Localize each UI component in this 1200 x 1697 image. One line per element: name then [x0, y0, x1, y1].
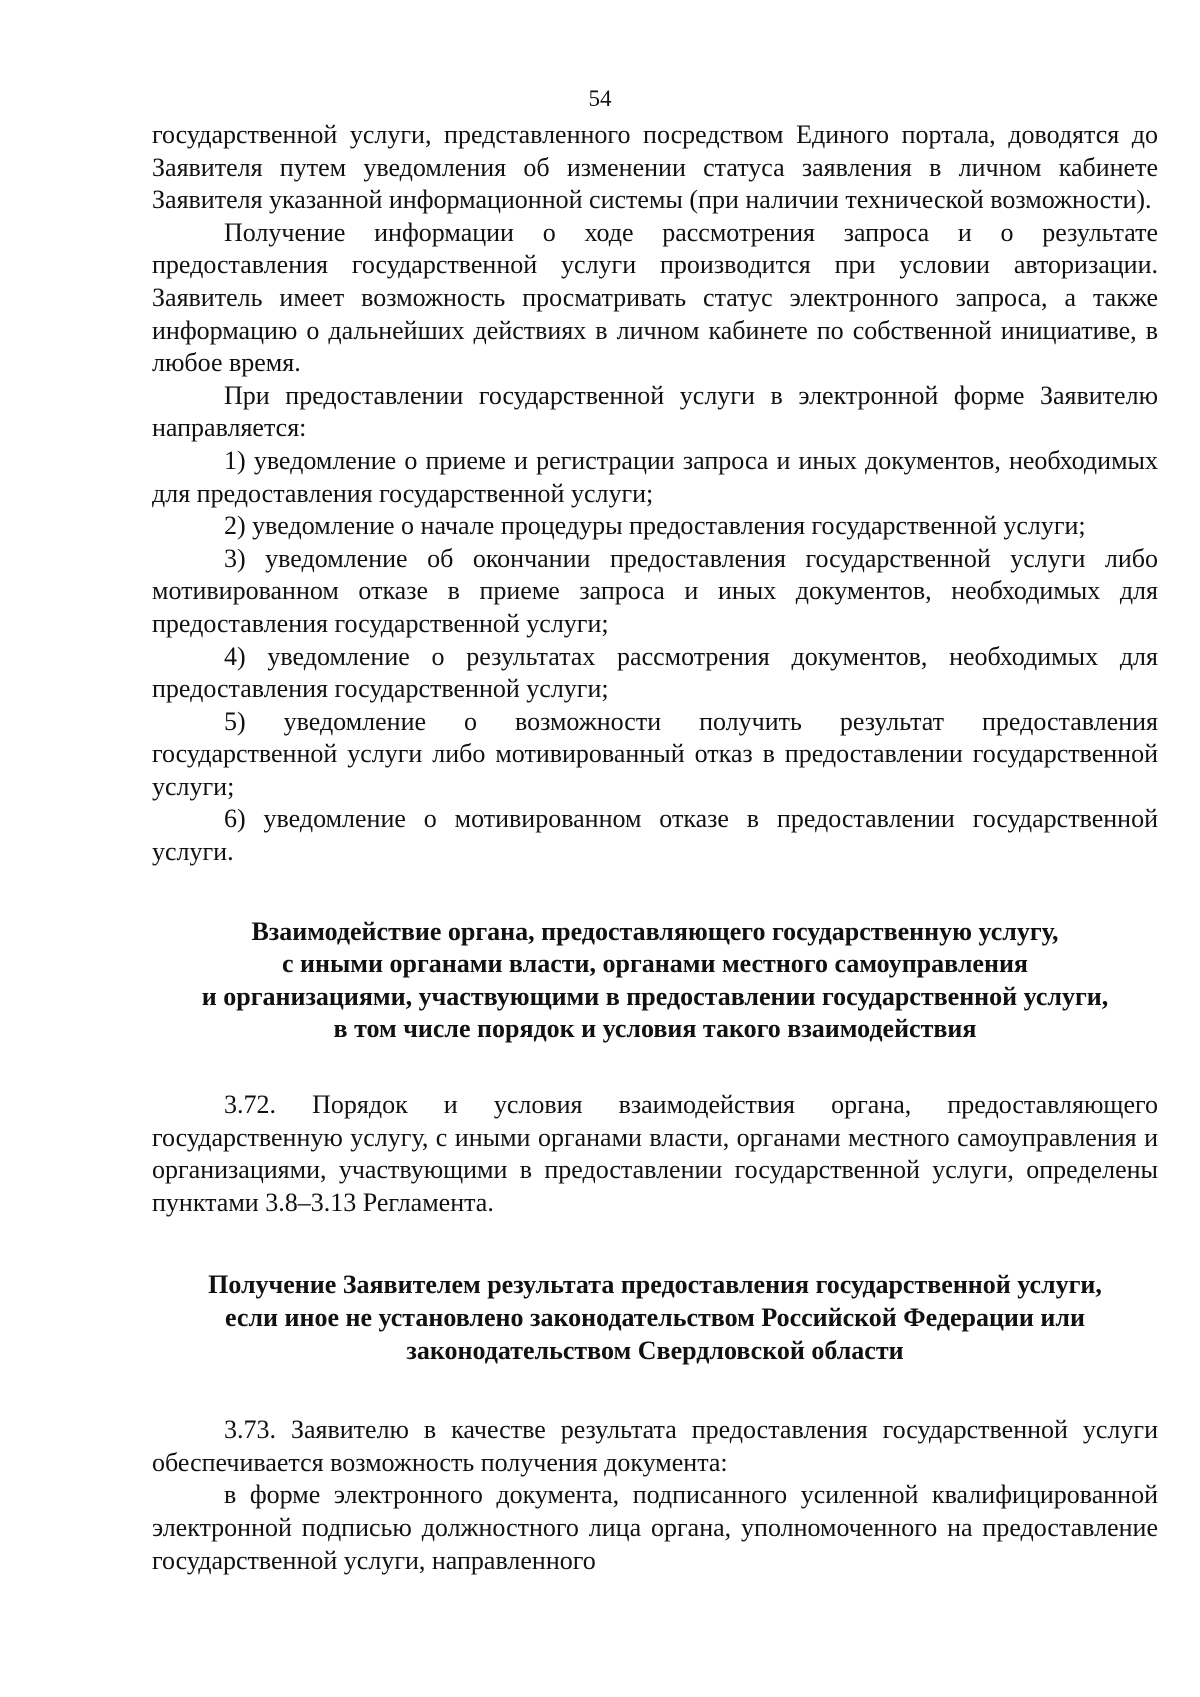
spacer	[152, 1046, 1158, 1089]
section-heading-result	[152, 1269, 1158, 1367]
list-item-notification-3: 3) уведомление об окончании предоставления государственной услуги либо мотивированном отказе в приеме запроса и иных документов, необходимых для предоставления государственной услуги;	[152, 543, 1158, 638]
paragraph-continuation: государственной услуги, представленного посредством Единого портала, доводятся до Заявителя путем уведомления об изменении статуса заявления в личном кабинете Заявителя указанной информационной системы (при наличии технической возможности).	[152, 120, 1158, 215]
paragraph-status-info: Получение информации о ходе рассмотрения запроса и о результате предоставления государственной услуги производится при условии авторизации. Заявитель имеет возможность просматривать статус электронного запроса, а также информацию о дальнейших действиях в личном кабинете по собственной инициативе, в любое время.	[152, 217, 1158, 378]
section-heading-interaction	[152, 916, 1158, 1046]
heading-line: Взаимодействие органа, предоставляющего государственную услугу,	[251, 916, 1059, 946]
paragraph-electronic-document: в форме электронного документа, подписанного усиленной квалифицированной электронной подписью должностного лица органа, уполномоченного на предоставление государственной услуги, направленного	[152, 1480, 1158, 1575]
heading-line: законодательством Свердловской области	[406, 1335, 904, 1365]
list-item-notification-6: 6) уведомление о мотивированном отказе в предоставлении государственной услуги.	[152, 804, 1158, 867]
spacer	[152, 869, 1158, 916]
list-item-notification-4: 4) уведомление о результатах рассмотрения документов, необходимых для предоставления государственной услуги;	[152, 641, 1158, 704]
heading-line: в том числе порядок и условия такого взаимодействия	[333, 1014, 977, 1044]
heading-line: если иное не установлено законодательством Российской Федерации или	[225, 1303, 1085, 1332]
page-number: 54	[588, 86, 612, 111]
heading-line: Получение Заявителем результата предоставления государственной услуги,	[208, 1270, 1102, 1300]
spacer	[152, 1219, 1158, 1269]
list-item-notification-2: 2) уведомление о начале процедуры предоставления государственной услуги;	[224, 511, 1086, 541]
paragraph-notifications-intro: При предоставлении государственной услуги в электронной форме Заявителю направляется:	[152, 380, 1158, 443]
heading-line: и организациями, участвующими в предоставлении государственной услуги,	[201, 981, 1109, 1011]
document-body	[152, 119, 1158, 1577]
spacer	[152, 1367, 1158, 1414]
paragraph-3-72: 3.72. Порядок и условия взаимодействия органа, предоставляющего государственную услугу, с иными органами власти, органами местного самоуправления и организациями, участвующими в предоставлении государственной услуги, определены пунктами 3.8–3.13 Регламента.	[152, 1090, 1158, 1217]
heading-line: с иными органами власти, органами местного самоуправления	[282, 949, 1028, 979]
list-item-notification-5: 5) уведомление о возможности получить результат предоставления государственной услуги либо мотивированный отказ в предоставлении государственной услуги;	[152, 706, 1158, 801]
list-item-notification-1: 1) уведомление о приеме и регистрации запроса и иных документов, необходимых для предоставления государственной услуги;	[152, 445, 1158, 508]
paragraph-3-73: 3.73. Заявителю в качестве результата предоставления государственной услуги обеспечивается возможность получения документа:	[152, 1415, 1158, 1477]
